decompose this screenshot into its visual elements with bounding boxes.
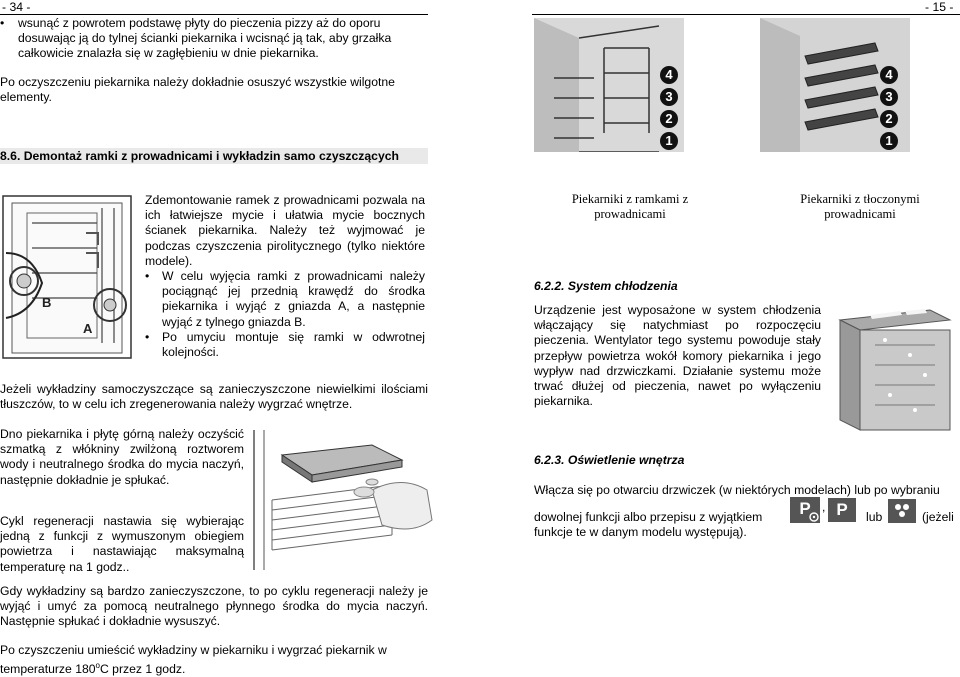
left-header-rule <box>0 14 428 15</box>
final-heating-text-b: C przez 1 godz. <box>99 662 186 677</box>
rack-level-2-badge: 2 <box>660 110 678 128</box>
frame-bullet-1: • W celu wyjęcia ramki z prowadnicami należy pociągnąć jej przednią krawędź do środka piekarnika i wyjąć z gniazda A, a następnie wyjąć z tylnego gniazda B. <box>145 269 425 330</box>
label-b: B <box>42 295 52 310</box>
heavily-dirty-text: Gdy wykładziny są bardzo zanieczyszczone, to po cyklu regeneracji należy je wyjąć i umyć za pomocą neutralnego płynnego środka do mycia naczyń. Następnie spłukać i dokładnie wysuszyć. <box>0 584 428 629</box>
liner-cleaning-illustration <box>252 430 434 575</box>
rack-level-badges-left <box>660 66 678 150</box>
or-text: lub <box>866 510 883 524</box>
interior-light-text-1: Włącza się po otwarciu drzwiczek (w niektórych modelach) lub po wybraniu <box>534 483 940 497</box>
section-heading-8-6: 8.6. Demontaż ramki z prowadnicami i wykładzin samo czyszczących <box>0 148 428 164</box>
final-heating-text-a: Po czyszczeniu umieścić wykładziny w piekarniku i wygrzać piekarnik w temperaturze 180 <box>0 643 387 677</box>
frame-removal-paragraph: Zdemontowanie ramek z prowadnicami pozwala na ich łatwiejsze mycie i ułatwia mycie bocznych ścianek piekarnika. Należy też wyjmować je podczas czyszczenia pirolitycznego (tylko niektóre modele). <box>145 193 425 268</box>
rack-level-1-badge: 1 <box>660 132 678 150</box>
heading-cooling-system: 6.2.2. System chłodzenia <box>534 279 678 293</box>
right-page-number: - 15 - <box>925 0 954 14</box>
rack-level-3-badge: 3 <box>880 88 898 106</box>
oven-with-guide-frames-photo <box>534 18 684 152</box>
final-heating-text <box>0 643 428 677</box>
rack-level-1-badge: 1 <box>880 132 898 150</box>
frame-removal-text <box>145 193 425 360</box>
interior-light-text-2a: dowolnej funkcji albo przepisu z wyjątkiem <box>534 510 763 524</box>
caption-guide-frames: Piekarniki z ramkami z prowadnicami <box>571 192 689 221</box>
liners-text: Jeżeli wykładziny samoczyszczące są zanieczyszczone niewielkimi ilościami tłuszczów, to w celu ich zregenerowania należy wygrzać wnętrze. <box>0 382 428 412</box>
label-a: A <box>83 321 93 336</box>
frame-bullet-2: • Po umyciu montuje się ramki w odwrotnej kolejności. <box>145 330 425 360</box>
continued-bullet <box>0 16 428 62</box>
heading-interior-light: 6.2.3. Oświetlenie wnętrza <box>534 453 685 467</box>
left-page-number: - 34 - <box>2 0 31 14</box>
rack-level-4-badge: 4 <box>660 66 678 84</box>
dry-elements-text: Po oczyszczeniu piekarnika należy dokładnie osuszyć wszystkie wilgotne elementy. <box>0 75 395 105</box>
guide-frame-illustration <box>2 193 134 361</box>
continued-bullet-text: • wsunąć z powrotem podstawę płyty do pieczenia pizzy aż do oporu dosuwając ją do tylnej ścianki piekarnika i wcisnąć ją tak, aby grzałka całkowicie znalazła się w zagłębieniu w dnie piekarnika. <box>0 16 428 62</box>
rack-level-3-badge: 3 <box>660 88 678 106</box>
interior-light-text-3: funkcje te w danym modelu występują). <box>534 525 747 539</box>
right-header-rule <box>532 14 960 15</box>
interior-light-text-2b: (jeżeli <box>922 510 954 524</box>
drops-function-icon <box>888 499 916 523</box>
p-fan-letter: P <box>799 499 811 518</box>
regeneration-cycle-text: Cykl regeneracji nastawia się wybierając jedną z funkcji z wymuszonym obiegiem powietrza i nastawiając maksymalną temperaturę na 1 godz.. <box>0 514 244 574</box>
caption-pressed-guides: Piekarniki z tłoczonymi prowadnicami <box>800 192 920 221</box>
rack-level-2-badge: 2 <box>880 110 898 128</box>
cooling-system-illustration <box>830 305 960 437</box>
degree-sign: o <box>95 661 100 671</box>
p-function-icon: P <box>828 498 856 522</box>
p-fan-function-icon <box>790 497 820 523</box>
oven-with-pressed-guides-photo <box>760 18 910 152</box>
rack-level-4-badge: 4 <box>880 66 898 84</box>
icon-comma: , <box>822 500 826 514</box>
bottom-clean-text: Dno piekarnika i płytę górną należy oczyścić szmatką z włókniny zwilżoną roztworem wody i neutralnego środka do mycia naczyń, następnie dokładnie je spłukać. <box>0 427 244 487</box>
rack-level-badges-right <box>880 66 898 150</box>
cooling-system-text: Urządzenie jest wyposażone w system chłodzenia włączający się natychmiast po rozpoczęciu pieczenia. Wentylator tego systemu powoduje stały przepływ powietrza wokół komory piekarnika i jego wypływ nad drzwiczkami. Działanie systemu może trwać dłużej od pieczenia, nawet po wyłączeniu piekarnika. <box>534 303 821 409</box>
